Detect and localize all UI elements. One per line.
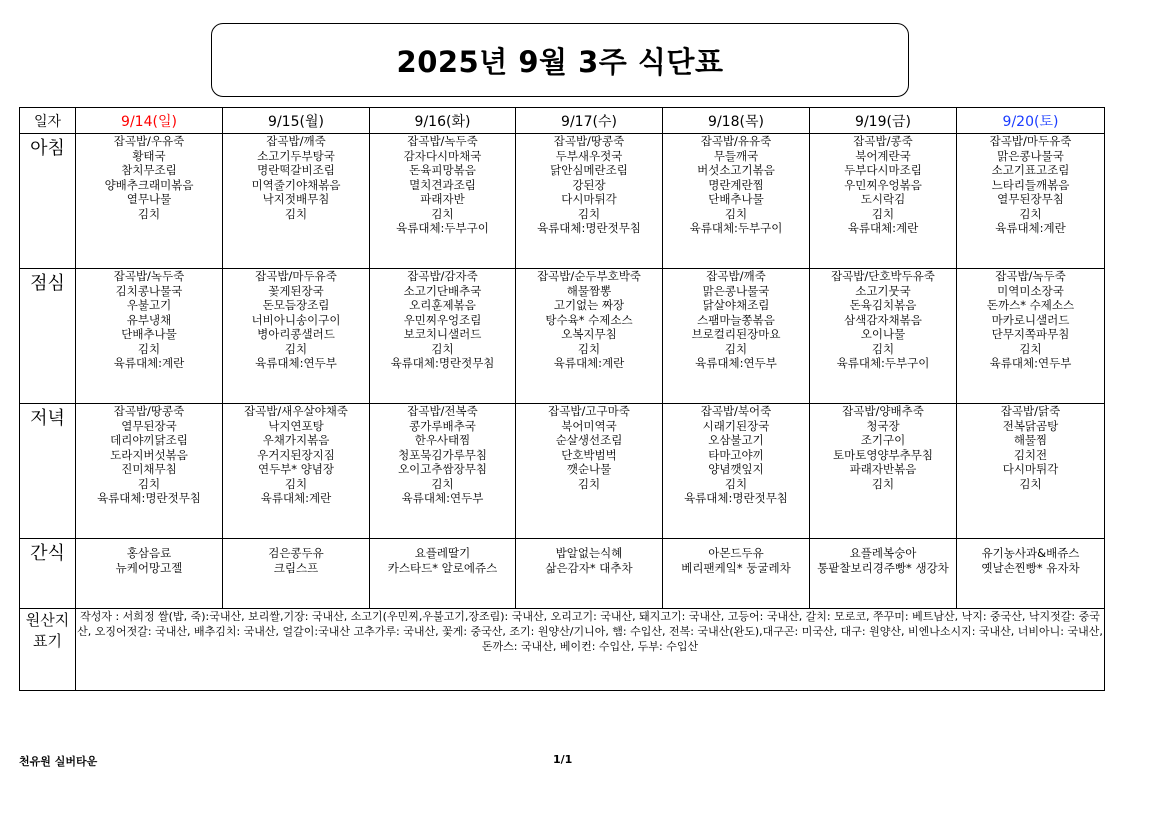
menu-item: 김치	[1019, 476, 1042, 491]
menu-item: 잡곡밥/녹두죽	[407, 134, 478, 148]
menu-item: 시래기된장국	[702, 418, 770, 433]
menu-cell	[76, 269, 223, 404]
menu-item: 병아리콩샐러드	[257, 327, 335, 341]
menu-item: 잡곡밥/새우살야채죽	[244, 404, 348, 418]
menu-item: 잡곡밥/단호박두유죽	[831, 269, 935, 283]
meal-label: 저녁	[20, 404, 76, 539]
menu-item: 브로컬리된장마요	[691, 327, 781, 341]
menu-item: 육류대체:계란	[847, 221, 919, 235]
menu-item: 두부다시마조림	[844, 163, 922, 177]
menu-cell	[370, 404, 516, 539]
menu-item: 김치	[577, 476, 601, 491]
menu-item: 낙지젓배무침	[262, 192, 330, 206]
menu-item: 조기구이	[860, 433, 906, 447]
menu-item: 육류대체:두부구이	[396, 221, 489, 235]
origin-row	[20, 609, 1105, 691]
menu-item: 잡곡밥/땅콩죽	[113, 404, 185, 418]
menu-item: 유기농사과&배쥬스	[981, 546, 1080, 560]
menu-item: 전복닭곰탕	[1002, 418, 1059, 433]
menu-cell	[370, 134, 516, 269]
menu-item: 육류대체:연두부	[695, 356, 777, 370]
menu-item: 단호박범벅	[561, 447, 617, 462]
menu-item: 소고기표고조림	[991, 163, 1070, 177]
meal-row-breakfast	[20, 134, 1105, 269]
menu-item: 옛날손찐빵* 유자차	[981, 560, 1080, 575]
menu-item: 명란계란찜	[708, 177, 764, 192]
menu-item: 우불고기	[126, 298, 172, 312]
menu-item: 오이고추쌈장무침	[398, 462, 487, 476]
menu-item: 김치	[284, 206, 308, 221]
menu-item: 다시마튀각	[561, 192, 617, 206]
menu-item: 요플레딸기	[414, 546, 471, 560]
menu-item: 단무지쪽파무침	[991, 327, 1070, 341]
menu-item: 밥알없는식혜	[555, 546, 623, 560]
menu-item: 무들깨국	[713, 148, 759, 163]
menu-item: 잡곡밥/깨죽	[266, 134, 326, 148]
menu-item: 육류대체:명란젓무침	[97, 491, 201, 505]
menu-cell	[223, 134, 370, 269]
menu-item: 통팥찰보리경주빵* 생강차	[817, 560, 949, 575]
menu-item: 데리야끼닭조림	[110, 433, 188, 447]
menu-item: 잡곡밥/순두부호박죽	[537, 269, 641, 283]
menu-item: 타마고야끼	[708, 447, 764, 462]
menu-item: 김치	[577, 206, 601, 221]
menu-item: 김치전	[1013, 447, 1048, 462]
menu-item: 홍삼음료	[126, 546, 172, 560]
menu-cell	[957, 134, 1105, 269]
page-title: 2025년 9월 3주 식단표	[211, 23, 909, 97]
menu-item: 소고기단배추국	[403, 283, 482, 298]
menu-item: 잡곡밥/땅콩죽	[553, 134, 625, 148]
menu-item: 잡곡밥/유유죽	[700, 134, 772, 148]
origin-text: 작성자 : 서희정 쌀(밥, 죽):국내산, 보리쌀,기장: 국내산, 소고기(우민찌,우불고기,장조림): 국내산, 오리고기: 국내산, 돼지고기: 국내산, 고등어: 국내산, 갈치: 모로코, 쭈꾸미: 베트남산, 낙지: 중국산, 낙지젓갈: 중국산, 오징어젓갈: 국내산, 배추김치: 국내산, 얼갈이:국내산 고추가루: 국내산, 꽃게: 중국산, 조기: 원양산/기니아, 햄: 수입산, 전복: 국내산(완도),대구곤: 미국산, 대구: 원양산, 비엔나소시지: 국내산, 너비아니: 국내산, 돈까스: 국내산, 베이컨: 수입산, 두부: 수입산	[76, 609, 1105, 691]
menu-cell	[810, 134, 957, 269]
menu-item: 연두부* 양념장	[257, 462, 335, 476]
menu-item: 김치	[871, 476, 895, 491]
menu-item: 두부새우젓국	[555, 148, 623, 163]
menu-item: 김치	[1019, 341, 1042, 356]
menu-cell	[76, 539, 223, 609]
menu-item: 우민찌우엉볶음	[844, 177, 922, 192]
menu-cell	[663, 269, 810, 404]
menu-item: 삼색감자채볶음	[844, 312, 922, 327]
menu-item: 토마토영양부추무침	[833, 447, 933, 462]
footer-page-number: 1/1	[553, 753, 573, 766]
menu-item: 열무된장국	[121, 418, 177, 433]
menu-item: 북어미역국	[561, 418, 617, 433]
menu-item: 김치	[431, 206, 454, 221]
day-header: 9/14(일)	[76, 108, 223, 134]
menu-item: 깻순나물	[566, 462, 612, 476]
menu-item: 잡곡밥/닭죽	[1000, 404, 1061, 418]
menu-item: 김치	[431, 476, 454, 491]
menu-item: 육류대체:연두부	[401, 491, 484, 505]
menu-item: 우채가지볶음	[262, 433, 330, 447]
menu-item: 육류대체:명란젓무침	[684, 491, 788, 505]
menu-item: 육류대체:연두부	[255, 356, 337, 370]
menu-item: 김치	[137, 341, 161, 356]
menu-item: 콩가루배추국	[409, 418, 476, 433]
menu-cell	[370, 539, 516, 609]
meal-label: 간식	[20, 539, 76, 609]
menu-item: 진미채무침	[121, 462, 177, 476]
menu-item: 잡곡밥/고구마죽	[548, 404, 630, 418]
menu-item: 오이나물	[860, 327, 906, 341]
menu-cell	[810, 404, 957, 539]
menu-cell	[957, 404, 1105, 539]
day-header: 9/19(금)	[810, 108, 957, 134]
menu-item: 김치	[724, 476, 748, 491]
day-header: 9/18(목)	[663, 108, 810, 134]
menu-item: 돈육김치볶음	[849, 298, 917, 312]
menu-cell	[516, 539, 663, 609]
menu-item: 청국장	[866, 418, 900, 433]
day-header: 9/17(수)	[516, 108, 663, 134]
menu-cell	[76, 134, 223, 269]
menu-item: 느타리들깨볶음	[991, 177, 1070, 192]
menu-item: 도라지버섯볶음	[110, 447, 188, 462]
menu-cell	[516, 134, 663, 269]
menu-item: 김치	[577, 341, 601, 356]
day-header: 9/16(화)	[370, 108, 516, 134]
menu-item: 버섯소고기볶음	[697, 163, 775, 177]
menu-item: 김치	[284, 476, 308, 491]
menu-item: 고기없는 짜장	[553, 298, 625, 312]
menu-item: 너비아니송이구이	[251, 312, 341, 327]
menu-item: 육류대체:명란젓무침	[537, 221, 641, 235]
menu-item: 다시마튀각	[1002, 462, 1059, 476]
menu-item: 베리팬케잌* 둥굴레차	[681, 560, 791, 575]
menu-item: 소고기두부탕국	[257, 148, 335, 163]
menu-item: 잡곡밥/마두유죽	[255, 269, 337, 283]
menu-item: 맑은콩나물국	[997, 148, 1064, 163]
menu-item: 김치	[724, 341, 748, 356]
menu-cell	[370, 269, 516, 404]
menu-item: 김치콩나물국	[115, 283, 183, 298]
menu-item: 탕수육* 수제소스	[545, 312, 633, 327]
menu-item: 열무나물	[126, 192, 172, 206]
menu-item: 김치	[1019, 206, 1042, 221]
menu-item: 육류대체:계란	[260, 491, 332, 505]
menu-item: 우민찌우엉조림	[403, 312, 482, 327]
menu-item: 꽃게된장국	[268, 283, 324, 298]
menu-item: 청포묵김가루무침	[398, 447, 487, 462]
menu-item: 유부냉채	[126, 312, 172, 327]
menu-cell	[663, 134, 810, 269]
meal-label: 아침	[20, 134, 76, 269]
menu-item: 오삼불고기	[708, 433, 764, 447]
menu-item: 보코치니샐러드	[403, 327, 482, 341]
menu-item: 양념깻잎지	[708, 462, 764, 476]
menu-item: 닭안심메란조림	[550, 163, 628, 177]
menu-item: 잡곡밥/전복죽	[407, 404, 478, 418]
menu-item: 마카로니샐러드	[991, 312, 1070, 327]
menu-item: 육류대체:계란	[995, 221, 1066, 235]
menu-item: 명란떡갈비조림	[257, 163, 335, 177]
menu-item: 육류대체:두부구이	[836, 356, 930, 370]
menu-cell	[223, 539, 370, 609]
menu-cell	[957, 539, 1105, 609]
menu-item: 김치	[871, 206, 895, 221]
day-header: 9/20(토)	[957, 108, 1105, 134]
footer-organization: 천유원 실버타운	[19, 755, 98, 768]
day-header: 9/15(월)	[223, 108, 370, 134]
date-column-header: 일자	[20, 108, 76, 134]
menu-item: 육류대체:계란	[553, 356, 625, 370]
menu-item: 육류대체:명란젓무침	[390, 356, 495, 370]
menu-item: 참치무조림	[121, 163, 177, 177]
menu-item: 단배추나물	[708, 192, 764, 206]
menu-item: 육류대체:연두부	[989, 356, 1072, 370]
menu-item: 잡곡밥/녹두죽	[113, 269, 185, 283]
menu-item: 북어계란국	[855, 148, 911, 163]
menu-item: 소고기뭇국	[855, 283, 911, 298]
menu-cell	[810, 539, 957, 609]
meal-row-snack	[20, 539, 1105, 609]
menu-item: 잡곡밥/녹두죽	[995, 269, 1066, 283]
menu-item: 낙지연포탕	[268, 418, 324, 433]
menu-item: 김치	[137, 206, 161, 221]
menu-item: 파래자반볶음	[849, 462, 917, 476]
menu-cell	[76, 404, 223, 539]
menu-item: 스팸마늘쫑볶음	[697, 312, 775, 327]
meal-row-lunch	[20, 269, 1105, 404]
menu-item: 순살생선조림	[555, 433, 623, 447]
menu-item: 잡곡밥/우유죽	[113, 134, 185, 148]
menu-item: 잡곡밥/마두유죽	[989, 134, 1072, 148]
menu-item: 돈까스* 수제소스	[986, 298, 1075, 312]
menu-item: 양배추크래미볶음	[104, 177, 194, 192]
meal-row-dinner	[20, 404, 1105, 539]
menu-item: 황태국	[132, 148, 166, 163]
menu-cell	[516, 269, 663, 404]
menu-item: 파래자반	[420, 192, 465, 206]
menu-item: 김치	[871, 341, 895, 356]
menu-item: 잡곡밥/콩죽	[853, 134, 913, 148]
menu-item: 삶은감자* 대추차	[545, 560, 633, 575]
menu-item: 해물찜	[1013, 433, 1048, 447]
menu-cell	[223, 269, 370, 404]
menu-item: 맑은콩나물국	[702, 283, 770, 298]
menu-item: 육류대체:두부구이	[689, 221, 783, 235]
menu-item: 우거지된장지짐	[257, 447, 335, 462]
menu-item: 육류대체:계란	[113, 356, 185, 370]
menu-cell	[957, 269, 1105, 404]
menu-item: 한우사태찜	[414, 433, 471, 447]
menu-cell	[663, 539, 810, 609]
menu-item: 잡곡밥/깨죽	[706, 269, 766, 283]
menu-item: 김치	[431, 341, 454, 356]
menu-item: 미역줄기야채볶음	[251, 177, 341, 192]
menu-item: 요플레복숭아	[849, 546, 917, 560]
menu-item: 김치	[724, 206, 748, 221]
menu-item: 뉴케어망고젤	[115, 560, 183, 575]
menu-item: 미역미소장국	[997, 283, 1064, 298]
menu-item: 감자다시마채국	[403, 148, 482, 163]
menu-cell	[516, 404, 663, 539]
meal-label: 점심	[20, 269, 76, 404]
menu-item: 돈모듬장조림	[262, 298, 330, 312]
menu-item: 검은콩두유	[268, 546, 324, 560]
menu-cell	[223, 404, 370, 539]
menu-item: 카스타드* 알로에쥬스	[387, 560, 498, 575]
meal-table	[19, 107, 1105, 691]
menu-cell	[810, 269, 957, 404]
menu-item: 잡곡밥/북어죽	[700, 404, 772, 418]
menu-item: 잡곡밥/감자죽	[407, 269, 478, 283]
menu-item: 오리훈제볶음	[409, 298, 476, 312]
menu-item: 김치	[137, 476, 161, 491]
menu-item: 단배추나물	[121, 327, 177, 341]
menu-item: 강된장	[572, 177, 606, 192]
menu-item: 아몬드두유	[708, 546, 764, 560]
origin-label: 원산지 표기	[20, 609, 76, 691]
menu-item: 멸치견과조림	[409, 177, 476, 192]
menu-item: 잡곡밥/양배추죽	[842, 404, 924, 418]
menu-item: 오복지무침	[561, 327, 617, 341]
menu-item: 도시락김	[860, 192, 906, 206]
menu-item: 김치	[284, 341, 308, 356]
menu-item: 열무된장무침	[997, 192, 1064, 206]
menu-cell	[663, 404, 810, 539]
menu-item: 닭살야채조림	[702, 298, 770, 312]
menu-item: 해물짬뽕	[566, 283, 612, 298]
menu-item: 크림스프	[273, 560, 319, 575]
menu-item: 돈육피망볶음	[409, 163, 476, 177]
